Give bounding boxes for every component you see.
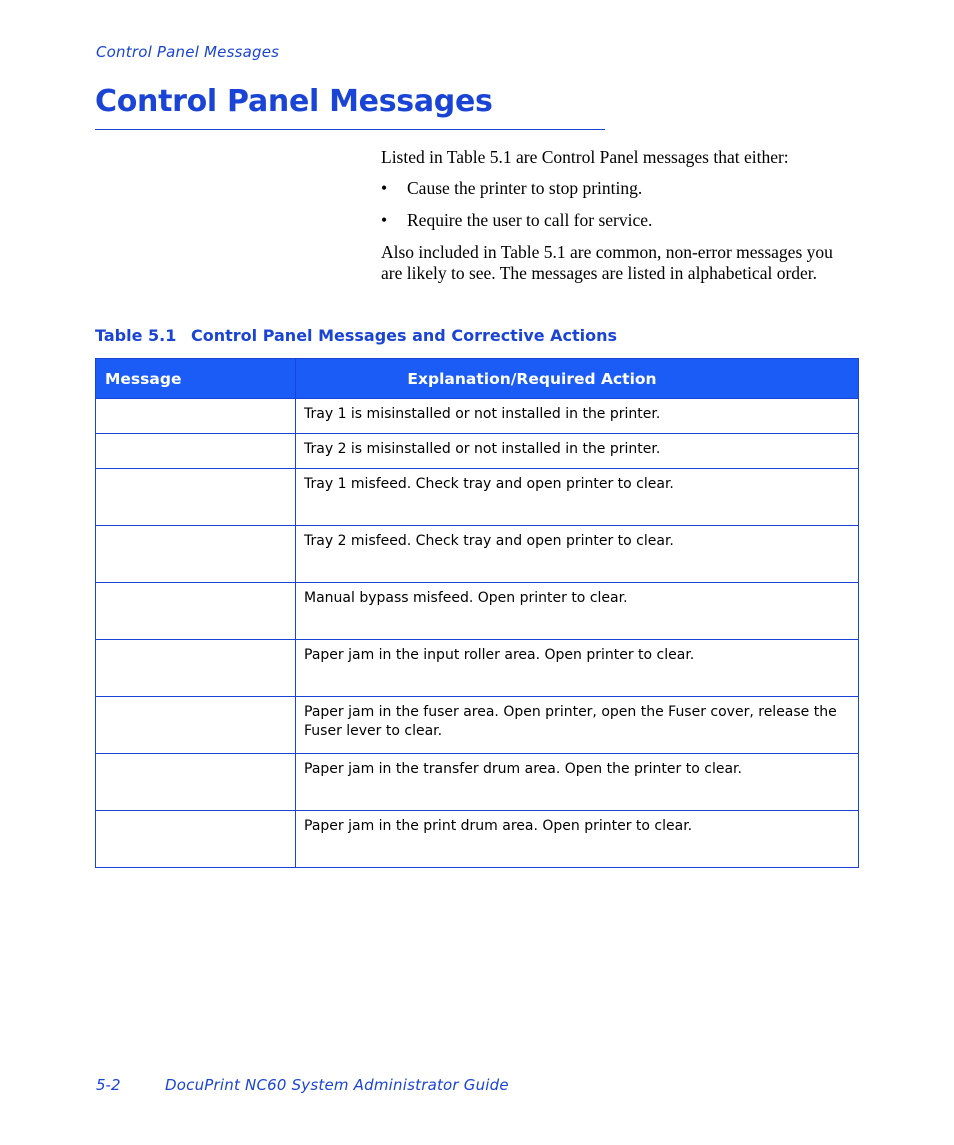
- message-cell: [96, 399, 296, 434]
- message-cell: [96, 811, 296, 868]
- table-row: [96, 434, 859, 469]
- table-caption-title: Control Panel Messages and Corrective Actions: [191, 326, 618, 345]
- footer-guide-title: DocuPrint NC60 System Administrator Guide: [165, 1076, 509, 1094]
- bullet-item: [381, 178, 861, 210]
- explanation-cell: Paper jam in the transfer drum area. Open the printer to clear.: [296, 754, 859, 811]
- table-caption-number: Table 5.1: [95, 326, 177, 345]
- column-header-explanation: Explanation/Required Action: [296, 359, 859, 399]
- footer-page-number: 5-2: [96, 1076, 121, 1094]
- table-row: [96, 640, 859, 697]
- intro-paragraph: Listed in Table 5.1 are Control Panel messages that either:: [381, 147, 789, 167]
- page-title: Control Panel Messages: [95, 84, 493, 119]
- table-header-row: [96, 359, 859, 399]
- explanation-cell: Tray 2 misfeed. Check tray and open printer to clear.: [296, 526, 859, 583]
- bullet-item: [381, 210, 861, 242]
- message-cell: [96, 469, 296, 526]
- table-row: [96, 697, 859, 754]
- column-header-message: Message: [96, 359, 296, 399]
- title-rule: [95, 129, 605, 130]
- explanation-cell: Tray 1 misfeed. Check tray and open printer to clear.: [296, 469, 859, 526]
- table-caption: [95, 326, 617, 345]
- table-row: [96, 526, 859, 583]
- explanation-cell: Manual bypass misfeed. Open printer to clear.: [296, 583, 859, 640]
- message-cell: [96, 526, 296, 583]
- table-row: [96, 583, 859, 640]
- table-row: [96, 754, 859, 811]
- message-cell: [96, 640, 296, 697]
- bullet-text: Require the user to call for service.: [407, 210, 653, 230]
- also-included-paragraph: Also included in Table 5.1 are common, non-error messages you are likely to see. The messages are listed in alphabetical order.: [381, 242, 833, 283]
- running-head: Control Panel Messages: [96, 43, 280, 61]
- explanation-cell: Tray 1 is misinstalled or not installed in the printer.: [296, 399, 859, 434]
- table-row: [96, 399, 859, 434]
- bullet-mark: •: [381, 210, 388, 230]
- explanation-cell: Paper jam in the input roller area. Open printer to clear.: [296, 640, 859, 697]
- explanation-cell: Paper jam in the print drum area. Open printer to clear.: [296, 811, 859, 868]
- message-cell: [96, 434, 296, 469]
- explanation-cell: Tray 2 is misinstalled or not installed in the printer.: [296, 434, 859, 469]
- explanation-cell: Paper jam in the fuser area. Open printer, open the Fuser cover, release the Fuser lever to clear.: [296, 697, 859, 754]
- message-cell: [96, 754, 296, 811]
- table-row: [96, 469, 859, 526]
- bullet-text: Cause the printer to stop printing.: [407, 178, 643, 198]
- message-cell: [96, 697, 296, 754]
- bullet-mark: •: [381, 178, 388, 198]
- table-row: [96, 811, 859, 868]
- bullet-list: [381, 178, 861, 242]
- message-cell: [96, 583, 296, 640]
- messages-table: [95, 358, 859, 868]
